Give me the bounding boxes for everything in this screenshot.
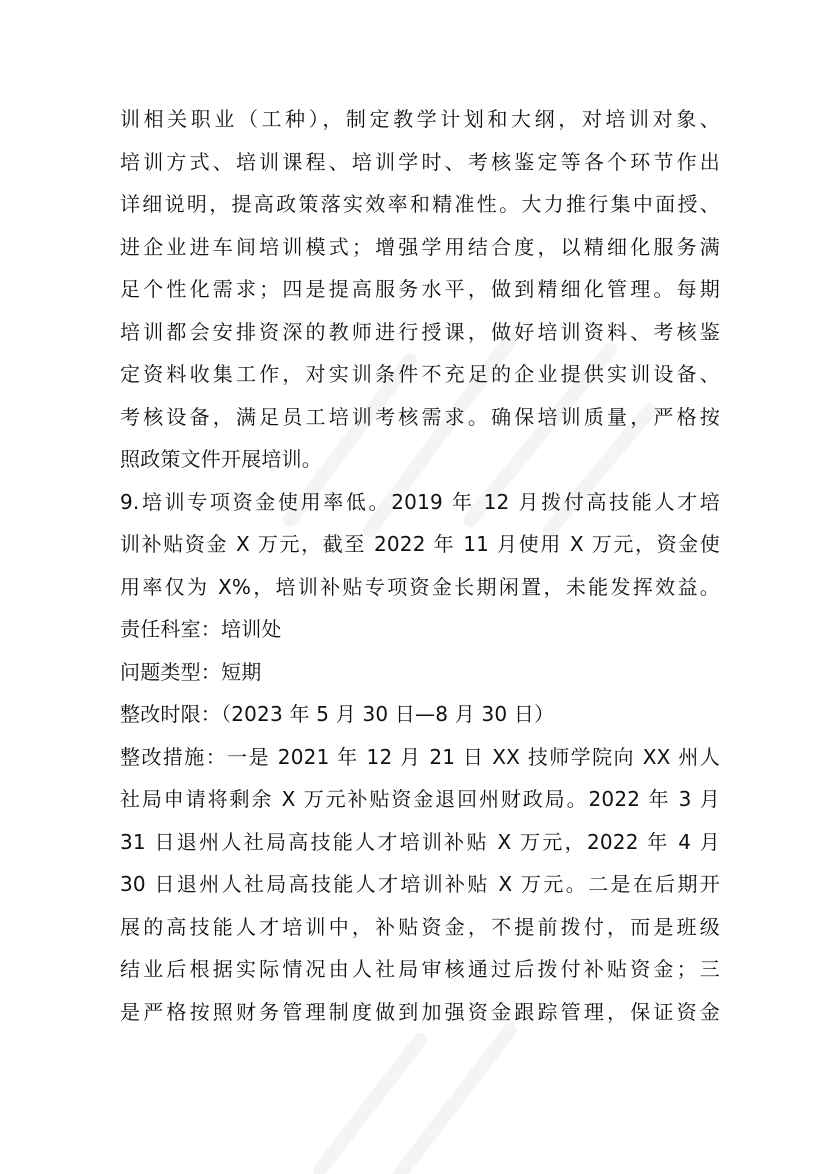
text-line: 用率仅为 X%，培训补贴专项资金长期闲置，未能发挥效益。 [120, 574, 720, 599]
text-line: 30 日退州人社局高技能人才培训补贴 X 万元。二是在后期开 [120, 872, 720, 896]
text-line: 问题类型：短期 [120, 659, 262, 684]
text-line: 训相关职业（工种），制定教学计划和大纲，对培训对象、 [120, 107, 720, 131]
text-line: 9.培训专项资金使用率低。2019 年 12 月拨付高技能人才培 [120, 489, 720, 514]
text-line: 展的高技能人才培训中，补贴资金，不提前拨付，而是班级 [120, 914, 720, 939]
text-line: 足个性化需求；四是提高服务水平，做到精细化管理。每期 [120, 277, 720, 301]
text-line: 31 日退州人社局高技能人才培训补贴 X 万元，2022 年 4 月 [120, 829, 720, 854]
text-line: 培训都会安排资深的教师进行授课，做好培训资料、考核鉴 [120, 319, 720, 344]
text-line: 整改措施：一是 2021 年 12 月 21 日 XX 技师学院向 XX 州人 [120, 744, 720, 769]
text-line: 定资料收集工作，对实训条件不充足的企业提供实训设备、 [120, 362, 720, 386]
document-body [120, 98, 720, 1033]
text-line: 社局申请将剩余 X 万元补贴资金退回州财政局。2022 年 3 月 [120, 787, 720, 811]
text-line: 照政策文件开展培训。 [120, 447, 322, 471]
text-line: 是严格按照财务管理制度做到加强资金跟踪管理，保证资金 [120, 999, 720, 1024]
text-line: 进企业进车间培训模式；增强学用结合度，以精细化服务满 [120, 234, 720, 259]
text-line: 责任科室：培训处 [120, 617, 282, 641]
text-line: 培训方式、培训课程、培训学时、考核鉴定等各个环节作出 [120, 149, 720, 174]
text-line: 整改时限：（2023 年 5 月 30 日—8 月 30 日） [120, 702, 555, 726]
text-line: 训补贴资金 X 万元，截至 2022 年 11 月使用 X 万元，资金使 [120, 532, 720, 556]
text-line: 结业后根据实际情况由人社局审核通过后拨付补贴资金；三 [120, 957, 720, 981]
text-line: 考核设备，满足员工培训考核需求。确保培训质量，严格按 [120, 404, 720, 429]
text-line: 详细说明，提高政策落实效率和精准性。大力推行集中面授、 [120, 192, 720, 216]
